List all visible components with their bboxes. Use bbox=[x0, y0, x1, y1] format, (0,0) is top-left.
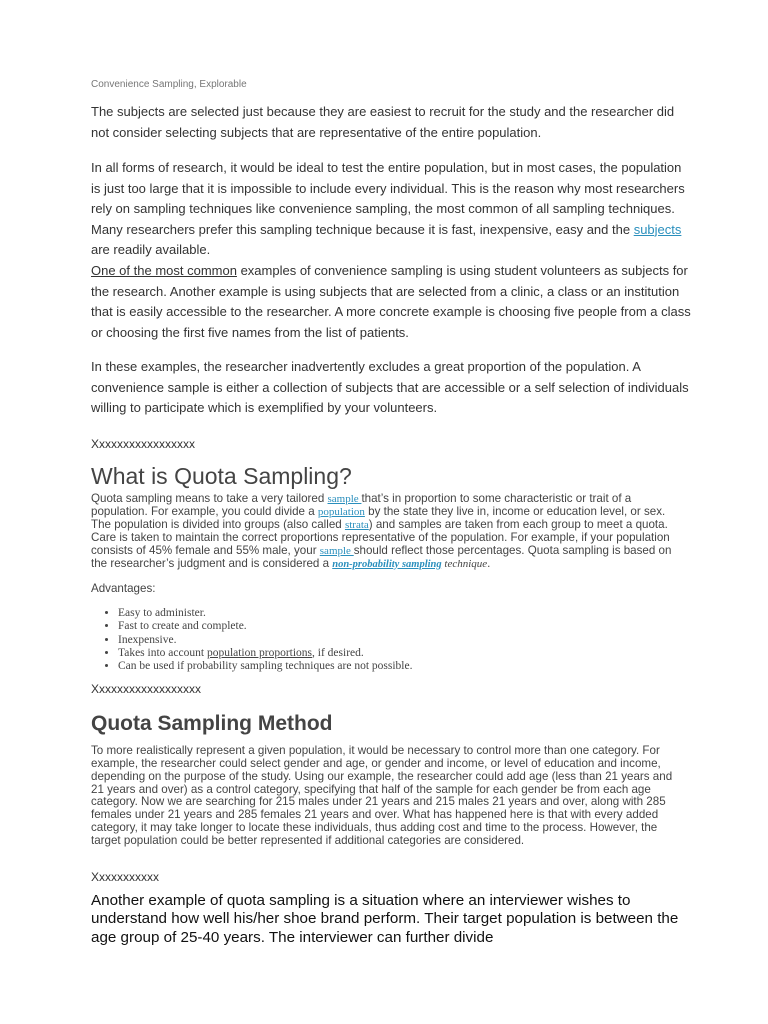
shoe-brand-example-paragraph: Another example of quota sampling is a situation where an interviewer wishes to understand how well his/her shoe brand perform. Their target population is between the age group of 25-40 years. The interviewer can further divide bbox=[91, 892, 679, 946]
advantages-list bbox=[91, 607, 412, 673]
separator-line: Xxxxxxxxxxxxxxxxxx bbox=[91, 682, 202, 696]
quota-method-paragraph: To more realistically represent a given population, it would be necessary to control more than one category. For example, the researcher could select gender and age, or gender and income, or level of education and income, depending on the purpose of the study. Using our example, the researcher could add age (less than 21 years and 21 years and over) as a control category, specifying that half of the sample for each gender be from each age category. Now we are searching for 215 males under 21 years and 215 males 21 years and over, along with 285 females under 21 years and 285 females 21 years and over. What has happened here is that with every added category, it may take longer to locate these individuals, thus adding cost and time to the process. However, the target population could be better represented if additional categories are considered. bbox=[91, 744, 673, 847]
separator-line: Xxxxxxxxxxx bbox=[91, 870, 160, 884]
strata-link[interactable]: strata bbox=[344, 518, 369, 531]
paragraph-text: by the state they live in, income or education level, or sex. The population is divided into groups (also called bbox=[91, 504, 666, 531]
advantages-label: Advantages: bbox=[91, 582, 156, 595]
paragraph-text: Quota sampling means to take a very tailored bbox=[91, 492, 328, 505]
technique-text: technique bbox=[441, 557, 488, 570]
sample-link[interactable]: sample bbox=[327, 493, 362, 505]
paragraph-text: should reflect those percentages. Quota sampling is based on the researcher’s judgment and is considered a bbox=[91, 543, 672, 570]
population-link[interactable]: population bbox=[317, 505, 365, 518]
paragraph-subjects-selected: The subjects are selected just because they are easiest to recruit for the study and the researcher did not consider selecting subjects that are representative of the entire population. bbox=[91, 104, 675, 140]
paragraph-text: that’s in proportion to some characteristic or trait of a population. For example, you could divide a bbox=[91, 492, 632, 518]
list-item: • Easy to administer. bbox=[118, 607, 412, 620]
paragraph-all-forms-research bbox=[91, 158, 691, 261]
paragraph-these-examples: In these examples, the researcher inadvertently excludes a great proportion of the population. A convenience sample is either a collection of subjects that are accessible or a self selection of individuals willing to participate which is exemplified by your volunteers. bbox=[91, 359, 689, 416]
non-probability-sampling-link[interactable]: non-probability sampling bbox=[332, 558, 442, 570]
paragraph-text: examples of convenience sampling is using student volunteers as subjects for the research. Another example is using subjects that are selected from a clinic, a class or an institution that is easily accessible to the researcher. A more concrete example is choosing five people from a class or choosing the first five names from the list of patients. bbox=[91, 263, 691, 340]
paragraph-text: In all forms of research, it would be ideal to test the entire population, but in most cases, the population is just too large that it is impossible to include every individual. This is the reason why most researchers rely on sampling techniques like convenience sampling, the most common of all sampling techniques. Many researchers prefer this sampling technique because it is fast, inexpensive, easy and the bbox=[91, 160, 685, 237]
image-caption: Convenience Sampling, Explorable bbox=[91, 79, 247, 90]
population-proportions-link[interactable]: population proportions bbox=[206, 646, 313, 659]
list-item-text: Takes into account bbox=[118, 646, 207, 659]
underlined-phrase: One of the most common bbox=[91, 263, 237, 278]
list-item: • Can be used if probability sampling techniques are not possible. bbox=[118, 660, 412, 673]
quota-method-heading: Quota Sampling Method bbox=[91, 712, 333, 735]
paragraph-text: are readily available. bbox=[91, 242, 211, 258]
sample-link-2[interactable]: sample bbox=[319, 544, 354, 557]
list-item: • Inexpensive. bbox=[118, 634, 412, 647]
list-item-text: , if desired. bbox=[312, 646, 364, 659]
separator-line: Xxxxxxxxxxxxxxxxx bbox=[91, 437, 196, 451]
paragraph-most-common-examples bbox=[91, 261, 691, 343]
list-item bbox=[118, 647, 412, 660]
list-item: • Fast to create and complete. bbox=[118, 620, 412, 633]
subjects-link[interactable]: subjects bbox=[633, 221, 682, 237]
paragraph-text: . bbox=[487, 556, 491, 570]
quota-sampling-heading: What is Quota Sampling? bbox=[91, 463, 352, 489]
quota-definition-paragraph bbox=[91, 493, 681, 571]
paragraph-text: ) and samples are taken from each group to meet a quota. Care is taken to maintain the correct proportions representative of the population. For example, if your population consists of 45% female and 55% male, your bbox=[91, 517, 670, 557]
